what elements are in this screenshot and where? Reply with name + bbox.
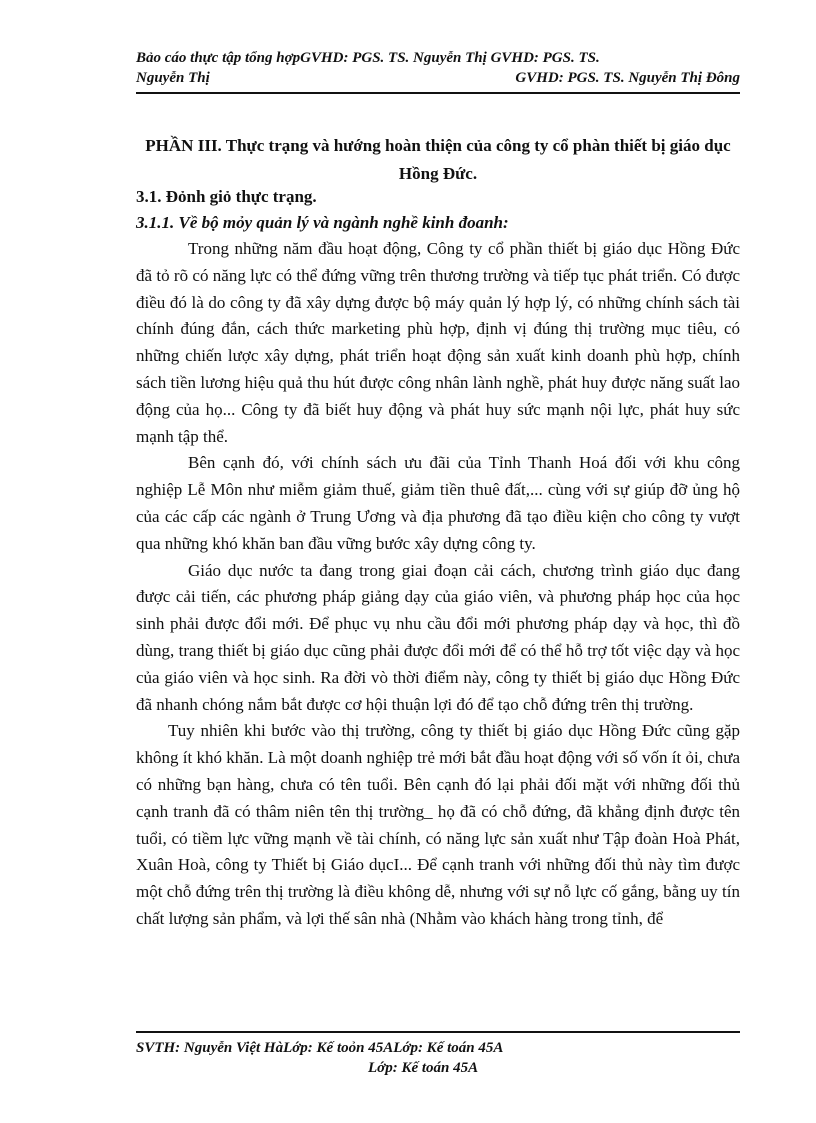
- paragraph: Bên cạnh đó, với chính sách ưu đãi của Tỉnh Thanh Hoá đối với khu công nghiệp Lễ Môn như miễm giảm thuế, giảm tiền thuê đất,... cùng với sự giúp đỡ ủng hộ của các cấp các ngành ở Trung Ương và địa phương đã tạo điều kiện cho công ty vượt qua những khó khăn ban đầu vững bước xây dựng công ty.: [136, 453, 740, 553]
- paragraph: Trong những năm đầu hoạt động, Công ty cổ phần thiết bị giáo dục Hồng Đức đã tỏ rõ có năng lực có thể đứng vững trên thương trường và tiếp tục phát triển. Có được điều đó là do công ty đã xây dựng được bộ máy quản lý hợp lý, có những chính sách tài chính đúng đắn, cách thức marketing phù hợp, định vị đúng thị trường mục tiêu, có những chiến lược xây dựng, phát triển hoạt động sản xuất kinh doanh phù hợp, chính sách tiền lương hiệu quả thu hút được công nhân lành nghề, phát huy được năng suất lao động của họ... Công ty đã biết huy động và phát huy sức mạnh nội lực, phát huy sức mạnh tập thể.: [136, 239, 740, 446]
- footer-line-2: Lớp: Kế toán 45A: [368, 1060, 479, 1076]
- footer-divider: [136, 1031, 740, 1033]
- page-footer: [136, 1038, 740, 1078]
- header-line-2: [136, 68, 740, 88]
- body-text: [136, 236, 740, 933]
- header-supervisor: GVHD: PGS. TS. Nguyễn Thị Đông: [515, 70, 740, 86]
- header-author: Nguyễn Thị: [136, 70, 210, 86]
- section-heading: 3.1. Đỏnh giỏ thực trạng.: [136, 187, 317, 206]
- footer-line-1: SVTH: Nguyễn Việt HàLớp: Kế toỏn 45ALớp: Kế toán 45A: [136, 1040, 504, 1056]
- page-header: [136, 48, 740, 88]
- paragraph: Giáo dục nước ta đang trong giai đoạn cải cách, chương trình giáo dục đang được cải tiến, các phương pháp giảng dạy của giáo viên, và phương pháp học của học sinh phải được đổi mới. Để phục vụ nhu cầu đổi mới phương pháp dạy và học, thì đồ dùng, trang thiết bị giáo dục cũng phải được đổi mới để có thể hỗ trợ tốt việc dạy và học của giáo viên và học sinh. Ra đời vò thời điểm này, công ty thiết bị giáo dục Hồng Đức đã nhanh chóng nắm bắt được cơ hội thuận lợi đó để tạo chỗ đứng trên thị trường.: [136, 560, 740, 714]
- header-divider: [136, 92, 740, 94]
- paragraph: Tuy nhiên khi bước vào thị trường, công ty thiết bị giáo dục Hồng Đức cũng gặp không ít khó khăn. Là một doanh nghiệp trẻ mới bắt đầu hoạt động với số vốn ít ỏi, chưa có những bạn hàng, chưa có tên tuổi. Bên cạnh đó lại phải đối mặt với những đối thủ cạnh tranh đã có thâm niên tên thị trường_ họ đã có chỗ đứng, đã khẳng định được tên tuổi, có tiềm lực vững mạnh về tài chính, có năng lực sản xuất như Tập đoàn Hoà Phát, Xuân Hoà, công ty Thiết bị Giáo dụcI... Để cạnh tranh với những đối thủ này tìm được một chỗ đứng trên thị trường là điều không dễ, nhưng với sự nỗ lực cố gắng, bằng uy tín chất lượng sản phẩm, và lợi thế sân nhà (Nhằm vào khách hàng trong tỉnh, để: [136, 721, 740, 928]
- chapter-title: PHẦN III. Thực trạng và hướng hoàn thiện của công ty cổ phàn thiết bị giáo dục Hồng Đức.: [145, 136, 731, 183]
- header-line-1: Bảo cáo thực tập tổng hợpGVHD: PGS. TS. Nguyễn Thị GVHD: PGS. TS.: [136, 50, 600, 66]
- subsection-heading: 3.1.1. Về bộ mỏy quản lý và ngành nghề kinh đoanh:: [136, 213, 509, 232]
